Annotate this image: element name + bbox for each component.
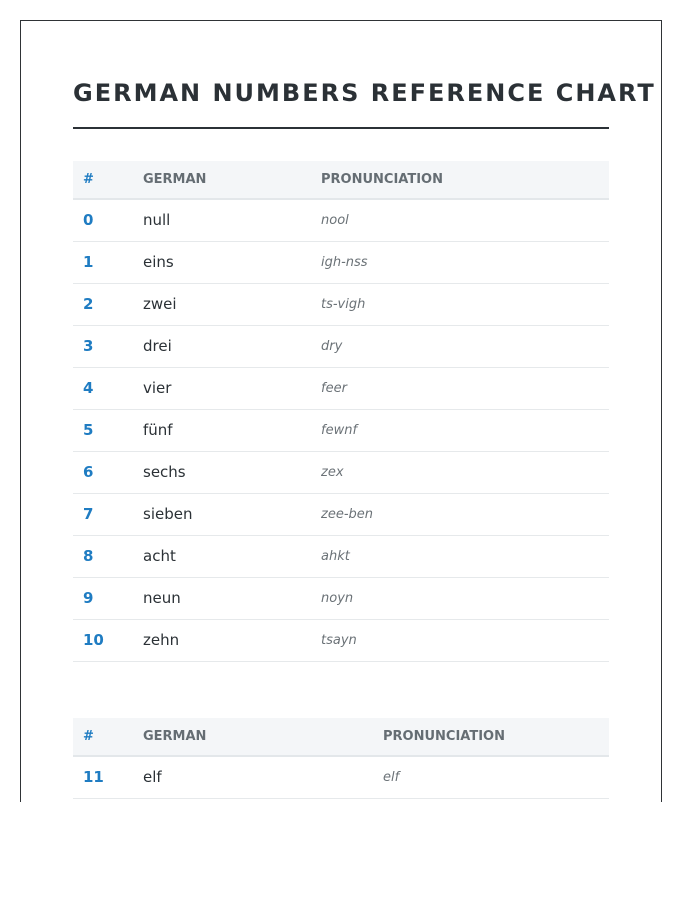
pronunciation-cell: dry — [311, 325, 609, 367]
table-row — [73, 451, 609, 493]
pronunciation-cell: ahkt — [311, 535, 609, 577]
table-header-row — [73, 161, 609, 199]
table-row — [73, 535, 609, 577]
german-word-cell: acht — [133, 535, 311, 577]
column-header-pronunciation: PRONUNCIATION — [373, 718, 609, 756]
german-word-cell: sieben — [133, 493, 311, 535]
title-divider — [73, 127, 609, 129]
pronunciation-cell: fewnf — [311, 409, 609, 451]
numbers-table-11-plus — [73, 718, 609, 799]
table-row — [73, 367, 609, 409]
pronunciation-cell: feer — [311, 367, 609, 409]
german-word-cell: neun — [133, 577, 311, 619]
number-cell: 11 — [73, 756, 133, 798]
table-row — [73, 199, 609, 241]
table-row — [73, 577, 609, 619]
pronunciation-cell: zex — [311, 451, 609, 493]
chart-page — [20, 20, 662, 802]
column-header-german: GERMAN — [133, 161, 311, 199]
table-header-row — [73, 718, 609, 756]
table-row — [73, 241, 609, 283]
number-cell: 6 — [73, 451, 133, 493]
column-header-number: # — [73, 161, 133, 199]
number-cell: 5 — [73, 409, 133, 451]
pronunciation-cell: igh-nss — [311, 241, 609, 283]
page-title: GERMAN NUMBERS REFERENCE CHART — [73, 79, 656, 107]
pronunciation-cell: ts-vigh — [311, 283, 609, 325]
german-word-cell: fünf — [133, 409, 311, 451]
number-cell: 10 — [73, 619, 133, 661]
german-word-cell: eins — [133, 241, 311, 283]
table-row — [73, 325, 609, 367]
number-cell: 1 — [73, 241, 133, 283]
pronunciation-cell: zee-ben — [311, 493, 609, 535]
number-cell: 7 — [73, 493, 133, 535]
column-header-german: GERMAN — [133, 718, 373, 756]
table-row — [73, 756, 609, 798]
german-word-cell: zehn — [133, 619, 311, 661]
column-header-pronunciation: PRONUNCIATION — [311, 161, 609, 199]
german-word-cell: sechs — [133, 451, 311, 493]
german-word-cell: zwei — [133, 283, 311, 325]
german-word-cell: drei — [133, 325, 311, 367]
pronunciation-cell: elf — [373, 756, 609, 798]
german-word-cell: null — [133, 199, 311, 241]
number-cell: 8 — [73, 535, 133, 577]
table-row — [73, 493, 609, 535]
number-cell: 2 — [73, 283, 133, 325]
pronunciation-cell: noyn — [311, 577, 609, 619]
table-row — [73, 619, 609, 661]
numbers-table-0-10 — [73, 161, 609, 662]
table-row — [73, 409, 609, 451]
pronunciation-cell: nool — [311, 199, 609, 241]
pronunciation-cell: tsayn — [311, 619, 609, 661]
german-word-cell: vier — [133, 367, 311, 409]
number-cell: 0 — [73, 199, 133, 241]
number-cell: 9 — [73, 577, 133, 619]
german-word-cell: elf — [133, 756, 373, 798]
number-cell: 3 — [73, 325, 133, 367]
table-row — [73, 283, 609, 325]
column-header-number: # — [73, 718, 133, 756]
number-cell: 4 — [73, 367, 133, 409]
